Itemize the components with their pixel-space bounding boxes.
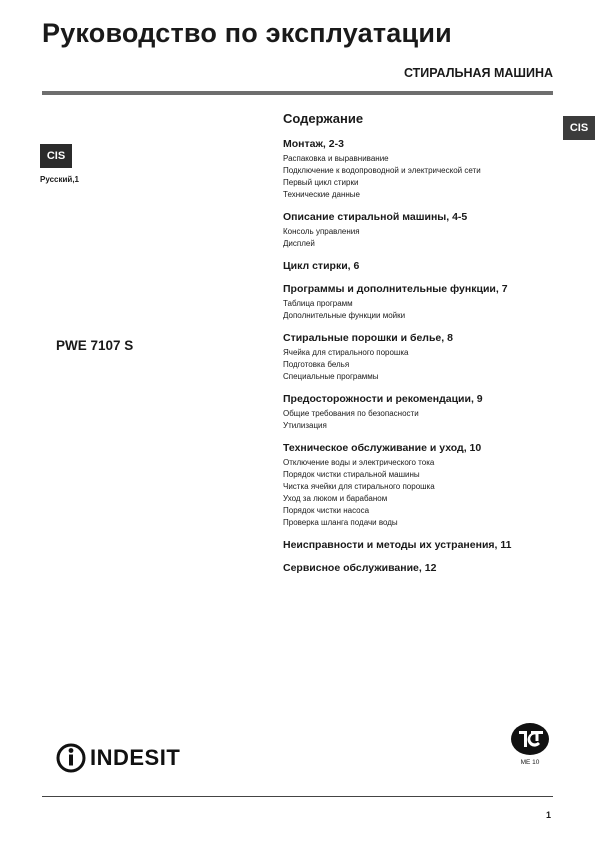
toc-item[interactable]: Первый цикл стирки	[283, 178, 359, 187]
cis-badge: CIS	[40, 144, 72, 168]
rst-certification-icon	[510, 721, 550, 757]
toc-item[interactable]: Чистка ячейки для стирального порошка	[283, 482, 435, 491]
toc-section	[283, 211, 563, 250]
page-subtitle: СТИРАЛЬНАЯ МАШИНА	[403, 66, 553, 80]
header-divider	[42, 91, 553, 95]
toc-section-title[interactable]: Монтаж, 2-3	[283, 138, 344, 150]
toc-section	[283, 260, 563, 273]
page-number: 1	[546, 810, 552, 820]
brand-name: INDESIT	[90, 745, 181, 770]
indesit-logo-icon	[56, 741, 86, 775]
toc-item[interactable]: Консоль управления	[283, 227, 360, 236]
toc-item[interactable]: Утилизация	[283, 421, 327, 430]
toc-item[interactable]: Отключение воды и электрического тока	[283, 458, 435, 467]
toc-section-title[interactable]: Описание стиральной машины, 4-5	[283, 211, 468, 223]
toc-section	[283, 562, 563, 575]
toc-item[interactable]: Уход за люком и барабаном	[283, 494, 388, 503]
toc-section-title[interactable]: Сервисное обслуживание, 12	[283, 562, 437, 574]
cis-side-tab[interactable]: CIS	[563, 116, 595, 140]
toc-section	[283, 393, 563, 432]
toc-sections	[283, 138, 563, 575]
toc-item[interactable]: Дополнительные функции мойки	[283, 311, 406, 320]
toc-section-title[interactable]: Неисправности и методы их устранения, 11	[283, 539, 512, 551]
brand-logo	[56, 740, 180, 776]
toc-section	[283, 442, 563, 529]
toc-item[interactable]: Распаковка и выравнивание	[283, 154, 389, 163]
toc-item[interactable]: Подключение к водопроводной и электрической сети	[283, 166, 481, 175]
toc-section-title[interactable]: Предосторожности и рекомендации, 9	[283, 393, 483, 405]
toc-item[interactable]: Общие требования по безопасности	[283, 409, 419, 418]
toc-section-title[interactable]: Техническое обслуживание и уход, 10	[283, 442, 482, 454]
toc-item[interactable]: Порядок чистки насоса	[283, 506, 370, 515]
toc-item[interactable]: Таблица программ	[283, 299, 353, 308]
toc-section	[283, 539, 563, 552]
toc-item[interactable]: Подготовка белья	[283, 360, 350, 369]
toc-section	[283, 283, 563, 322]
footer-divider	[42, 796, 553, 797]
toc-section	[283, 138, 563, 201]
toc-heading: Содержание	[283, 111, 364, 126]
toc-section	[283, 332, 563, 383]
toc-section-title[interactable]: Программы и дополнительные функции, 7	[283, 283, 508, 295]
toc-section-title[interactable]: Стиральные порошки и белье, 8	[283, 332, 453, 344]
language-link-russian[interactable]: Русский,1	[40, 175, 79, 184]
toc-item[interactable]: Специальные программы	[283, 372, 379, 381]
toc-item[interactable]: Ячейка для стирального порошка	[283, 348, 409, 357]
toc-item[interactable]: Дисплей	[283, 239, 315, 248]
toc-item[interactable]: Порядок чистки стиральной машины	[283, 470, 420, 479]
model-number: PWE 7107 S	[56, 338, 134, 353]
toc-section-title[interactable]: Цикл стирки, 6	[283, 260, 360, 272]
table-of-contents	[283, 111, 563, 585]
toc-item[interactable]: Проверка шланга подачи воды	[283, 518, 398, 527]
page-title: Руководство по эксплуатации	[42, 18, 452, 48]
toc-item[interactable]: Технические данные	[283, 190, 361, 199]
certification-label: ME 10	[520, 759, 540, 766]
